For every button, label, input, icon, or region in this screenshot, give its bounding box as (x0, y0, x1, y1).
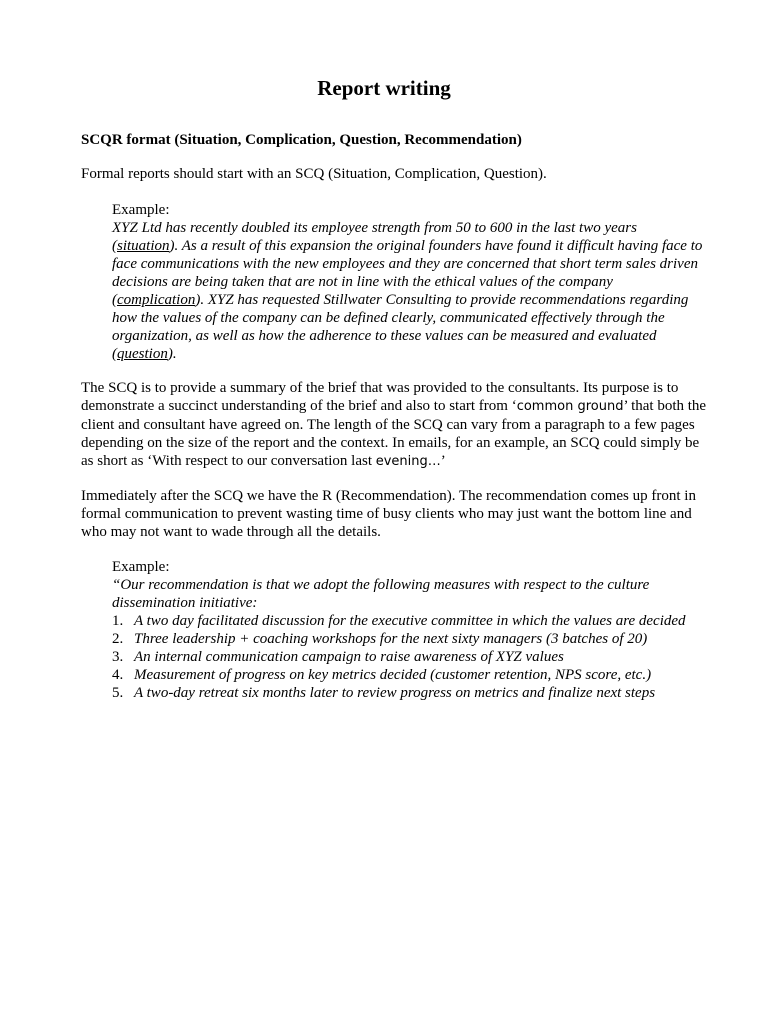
example-recommendation-block (112, 558, 712, 702)
common-ground-phrase: common ground (516, 399, 624, 414)
example-line: XYZ Ltd has recently doubled its employee strength from 50 to 600 in the last two years (112, 220, 637, 236)
example-situation-block (112, 201, 712, 363)
list-item: 5. A two-day retreat six months later to review progress on metrics and finalize next steps (112, 685, 656, 701)
page-title: Report writing (317, 76, 451, 100)
example-line: dissemination initiative: (112, 595, 258, 611)
situation-term: situation (117, 238, 170, 254)
example-line: (complication). XYZ has requested Stillwater Consulting to provide recommendations regarding (112, 292, 689, 308)
example-label: Example: (112, 559, 170, 575)
list-item: 2. Three leadership + coaching workshops for the next sixty managers (3 batches of 20) (112, 631, 648, 647)
example-line: how the values of the company can be defined clearly, communicated effectively through the (112, 310, 665, 326)
example-line: decisions are being taken that are not in line with the ethical values of the company (112, 274, 613, 290)
list-item: 3. An internal communication campaign to raise awareness of XYZ values (112, 649, 564, 665)
example-label: Example: (112, 202, 170, 218)
list-item: 1. A two day facilitated discussion for the executive committee in which the values are decided (112, 613, 686, 629)
scq-paragraph: The SCQ is to provide a summary of the brief that was provided to the consultants. Its purpose is to demonstrate a succinct understanding of the brief and also to start from ‘common ground’ that both the client and consultant have agreed on. The length of the SCQ can vary from a paragraph to a few pages depending on the size of the report and the context. In emails, for an example, an SCQ could simply be as short as ‘With respect to our conversation last evening…’ (81, 380, 707, 469)
complication-term: complication (117, 292, 196, 308)
example-line: organization, as well as how the adherence to these values can be measured and evaluated (112, 328, 657, 344)
recommendation-list (112, 612, 712, 702)
example-line: “Our recommendation is that we adopt the following measures with respect to the culture (112, 577, 650, 593)
list-item: 4. Measurement of progress on key metrics decided (customer retention, NPS score, etc.) (112, 667, 652, 683)
section-heading: SCQR format (Situation, Complication, Question, Recommendation) (81, 132, 522, 148)
question-term: question (117, 346, 168, 362)
evening-phrase: evening… (375, 454, 441, 469)
example-line: (situation). As a result of this expansion the original founders have found it difficult having face to (112, 238, 703, 254)
example-line: (question). (112, 346, 177, 362)
intro-paragraph: Formal reports should start with an SCQ (Situation, Complication, Question). (81, 166, 547, 182)
example-line: face communications with the new employees and they are concerned that short term sales driven (112, 256, 698, 272)
recommendation-paragraph: Immediately after the SCQ we have the R (Recommendation). The recommendation comes up front in formal communication to prevent wasting time of busy clients who may just want the bottom line and who may not want to wade through all the details. (81, 488, 696, 540)
